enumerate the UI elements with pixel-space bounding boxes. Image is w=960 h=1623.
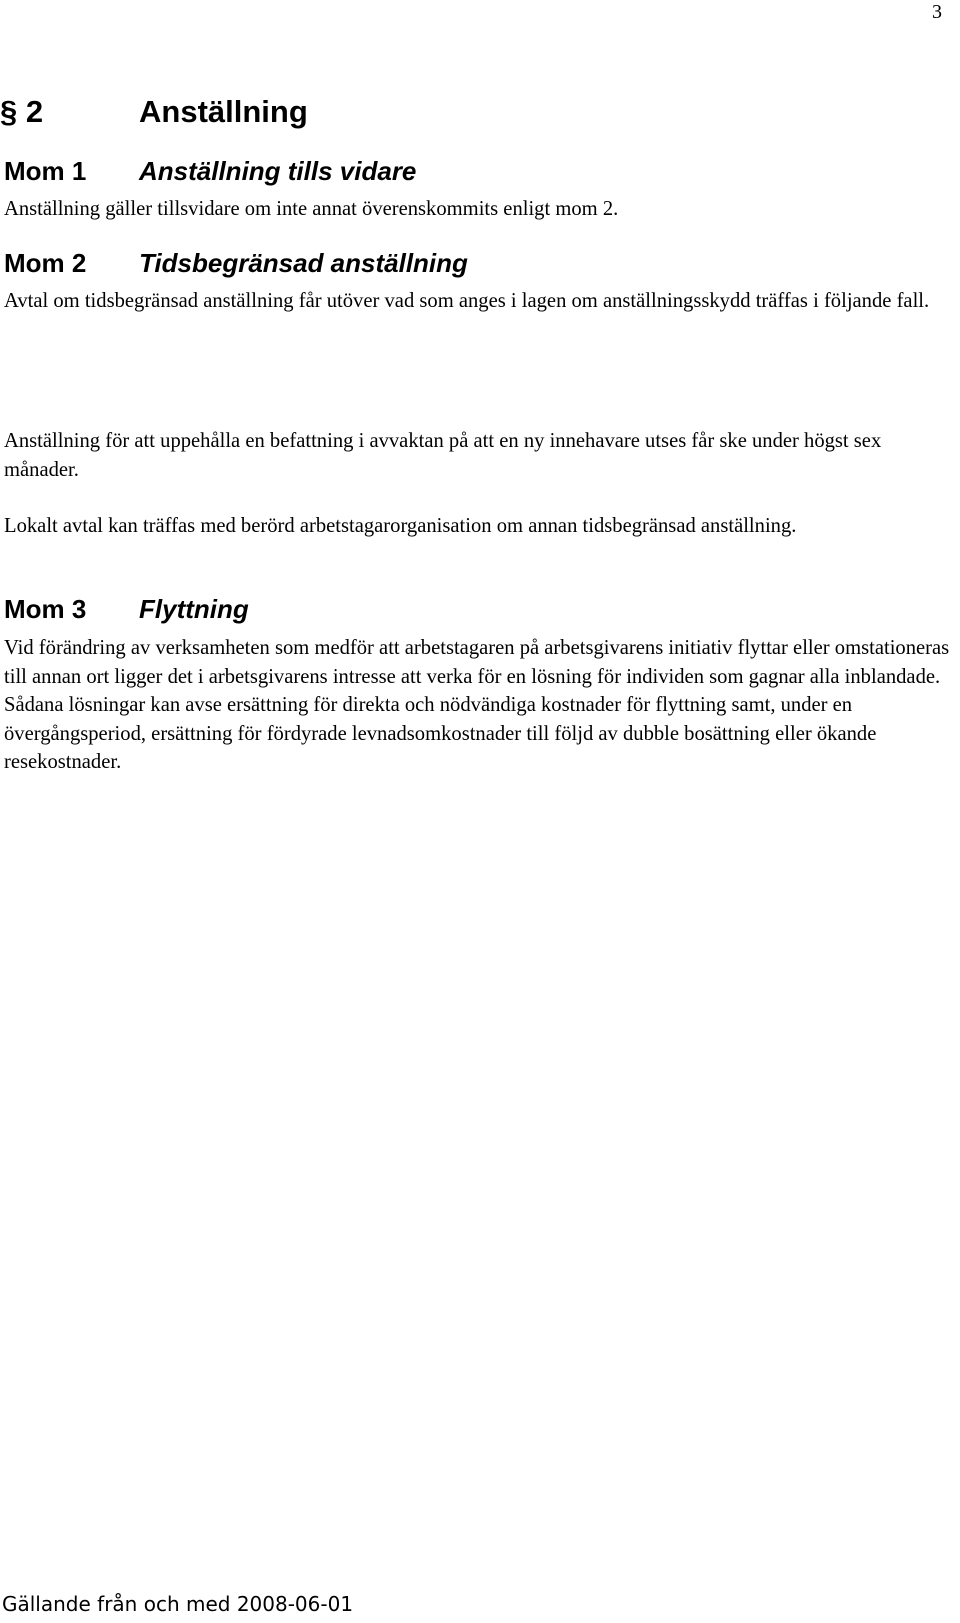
mom3-paragraph-1: Vid förändring av verksamheten som medför att arbetstagaren på arbetsgivarens initiativ flyttar eller omstationeras till annan ort ligger det i arbetsgivarens intresse att verka för en lösning för individen som gagnar alla inblandade. Sådana lösningar kan avse ersättning för direkta och nödvändiga kostnader för flyttning samt, under en övergångsperiod, ersättning för fördyrade levnadsomkostnader till följd av dubble bosättning eller ökande resekostnader. bbox=[4, 637, 950, 773]
section-title: Anställning bbox=[139, 94, 308, 129]
mom2-paragraph-1: Avtal om tidsbegränsad anställning får utöver vad som anges i lagen om anställningsskydd träffas i följande fall. bbox=[4, 290, 930, 312]
mom2-number: Mom 2 bbox=[4, 248, 87, 278]
mom1-heading bbox=[0, 153, 960, 189]
mom3-heading bbox=[0, 591, 960, 627]
mom2-paragraph-2: Anställning för att uppehålla en befattning i avvaktan på att en ny innehavare utses får ske under högst sex månader. bbox=[4, 430, 882, 481]
section-number: § 2 bbox=[0, 94, 44, 129]
mom1-title: Anställning tills vidare bbox=[139, 156, 417, 186]
page-number: 3 bbox=[932, 1, 942, 23]
mom3-number: Mom 3 bbox=[4, 594, 87, 624]
mom2-paragraph-3: Lokalt avtal kan träffas med berörd arbetstagarorganisation om annan tidsbegränsad anställning. bbox=[4, 515, 797, 537]
mom1-paragraph-1: Anställning gäller tillsvidare om inte annat överenskommits enligt mom 2. bbox=[4, 198, 619, 220]
mom3-title: Flyttning bbox=[139, 594, 249, 624]
mom2-heading bbox=[0, 245, 960, 281]
section-heading bbox=[0, 90, 960, 134]
mom1-number: Mom 1 bbox=[4, 156, 87, 186]
footer-text: Gällande från och med 2008-06-01 bbox=[2, 1592, 354, 1616]
mom2-title: Tidsbegränsad anställning bbox=[139, 248, 468, 278]
